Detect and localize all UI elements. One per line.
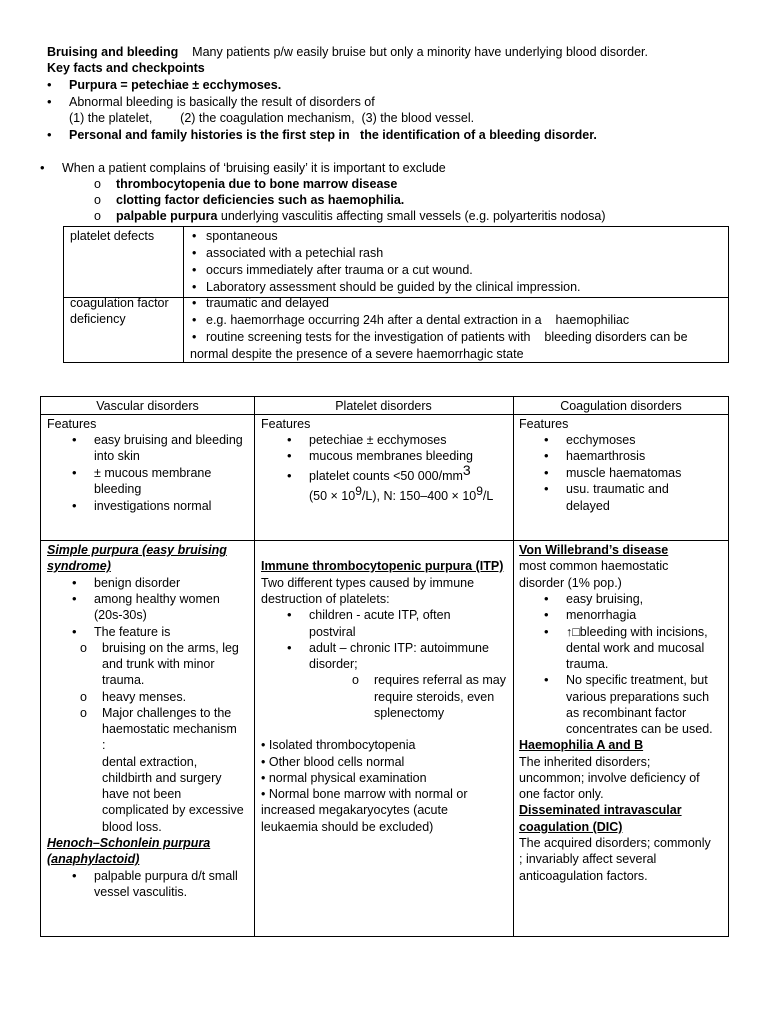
- disorders-table: [40, 396, 729, 937]
- bleeding-pattern-table: platelet defects • spontaneous • associated with a petechial rash • occurs immediately after trauma or a cut wound. • Laboratory assessment should be guided by the clinical impression. coagulation factor deficiency • traumatic and delayed • e.g. haemorrhage occurring 24h after a dental extraction in a haemophiliac • routine screening tests for the investigation of patients with bleeding disorders can be normal despite the presence of a severe haemorrhagic state: [63, 226, 729, 363]
- header-coagulation: Coagulation disorders: [560, 399, 682, 413]
- bullet-bruising-easily: • When a patient complains of ‘bruising easily’ it is important to exclude: [62, 160, 446, 176]
- coag-features: Features • ecchymoses • haemarthrosis • muscle haematomas • usu. traumatic and delayed: [519, 416, 725, 538]
- intro-title-rest: Many patients p/w easily bruise but only a minority have underlying blood disorder.: [192, 45, 648, 59]
- key-facts-heading: Key facts and checkpoints: [47, 61, 205, 75]
- coag-deficiency-label: coagulation factor deficiency: [70, 296, 169, 327]
- intro-title: Bruising and bleeding: [47, 45, 179, 59]
- header-vascular: Vascular disorders: [96, 399, 199, 413]
- platelet-features: Features • petechiae ± ecchymoses • mucous membranes bleeding • platelet counts <50 $000/mm^3$ $(50 \times 10^9/L)$, N: $150-400 \times 10^9/L$: [261, 416, 511, 538]
- bullet-abnormal-bleeding: • Abnormal bleeding is basically the result of disorders of: [69, 94, 375, 110]
- sub-clotting-factor: o clotting factor deficiencies such as haemophilia.: [116, 192, 404, 208]
- intro-title-line: [47, 44, 648, 60]
- sub-palpable-purpura: o palpable purpura underlying vasculitis affecting small vessels (e.g. polyarteritis nodosa): [116, 208, 606, 224]
- bullet-abnormal-sub: (1) the platelet, (2) the coagulation mechanism, (3) the blood vessel.: [69, 111, 475, 125]
- sub-thrombocytopenia: o thrombocytopenia due to bone marrow disease: [116, 176, 397, 192]
- platelet-body: Immune thrombocytopenic purpura (ITP) Two different types caused by immune destruction of platelets: • children - acute ITP, often postviral • adult – chronic ITP: autoimmune disorder; o requires referral as may require steroids, even splenectomy • Isolated thrombocytopenia • Other blood cells normal • normal physical examination • Normal bone marrow with normal or increased megakaryocytes (acute leukaemia should be excluded): [261, 542, 511, 932]
- bullet-histories: • Personal and family histories is the first step in the identification of a bleeding disorder.: [69, 127, 597, 143]
- bullet-purpura: • Purpura = petechiae ± ecchymoses.: [69, 77, 281, 93]
- header-platelet: Platelet disorders: [335, 399, 432, 413]
- platelet-defects-label: platelet defects: [70, 229, 155, 243]
- vascular-body: Simple purpura (easy bruising syndrome) • benign disorder • among healthy women (20s-30s) • The feature is o bruising on the arms, leg and trunk with minor trauma. o heavy menses. o Major challenges to the haemostatic mechanism : dental extraction, childbirth and surgery have not been complicated by excessive blood loss. Henoch–Schonlein purpura (anaphylactoid) • palpable purpura d/t small vessel vasculitis.: [47, 542, 251, 932]
- vascular-features: Features • easy bruising and bleeding into skin • ± mucous membrane bleeding • investigations normal: [47, 416, 251, 538]
- coag-body: Von Willebrand’s disease most common haemostatic disorder (1% pop.) • easy bruising, • menorrhagia • ↑□bleeding with incisions, dental work and mucosal trauma. • No specific treatment, but various preparations such as recombinant factor concentrates can be used. Haemophilia A and B The inherited disorders; uncommon; involve deficiency of one factor only. Disseminated intravascular coagulation (DIC) The acquired disorders; commonly ; invariably affect several anticoagulation factors.: [519, 542, 725, 932]
